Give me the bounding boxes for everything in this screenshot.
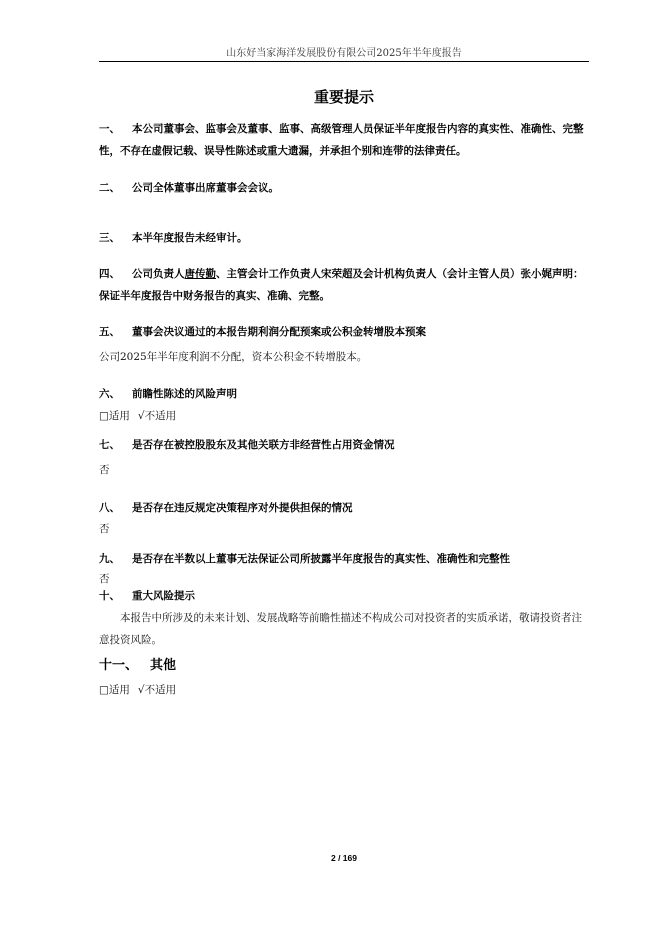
section-11-options [99, 679, 589, 701]
section-9-number: 九、 [99, 553, 120, 565]
section-2-number: 二、 [99, 182, 120, 194]
section-8 [99, 497, 589, 519]
section-10 [99, 585, 589, 607]
section-6-option-applicable: □适用 [99, 410, 130, 422]
section-6-text: 前瞻性陈述的风险声明 [132, 388, 237, 400]
section-10-number: 十、 [99, 590, 120, 602]
section-1-number: 一、 [99, 123, 120, 135]
section-3-number: 三、 [99, 232, 120, 244]
section-8-body: 否 [99, 523, 110, 535]
section-5-number: 五、 [99, 326, 120, 338]
section-4-number: 四、 [99, 268, 120, 280]
section-11-option-not-applicable: √不适用 [137, 684, 177, 696]
section-4-text-post: 、主管会计工作负责人宋荣超及会计机构负责人（会计主管人员）张小娓声明：保证半年度报告中财务报告的真实、准确、完整。 [99, 268, 584, 302]
section-6 [99, 383, 589, 405]
section-9 [99, 548, 589, 570]
section-1 [99, 118, 589, 162]
section-10-body: 本报告中所涉及的未来计划、发展战略等前瞻性描述不构成公司对投资者的实质承诺，敬请投资者注意投资风险。 [99, 612, 582, 646]
section-4-responsible-person: 唐传勤 [184, 268, 216, 280]
page-number: 2 / 169 [331, 853, 357, 863]
running-header: 山东好当家海洋发展股份有限公司2025年半年度报告 [226, 48, 462, 59]
section-7-number: 七、 [99, 439, 120, 451]
section-7-text: 是否存在被控股股东及其他关联方非经营性占用资金情况 [132, 439, 395, 451]
section-5 [99, 321, 589, 343]
section-5-text: 董事会决议通过的本报告期利润分配预案或公积金转增股本预案 [132, 326, 426, 338]
section-5-body: 公司2025年半年度利润不分配，资本公积金不转增股本。 [99, 351, 368, 363]
section-4-text-pre: 公司负责人 [132, 268, 185, 280]
section-4 [99, 263, 589, 307]
section-3 [99, 227, 589, 249]
section-1-text: 本公司董事会、监事会及董事、监事、高级管理人员保证半年度报告内容的真实性、准确性、完整性，不存在虚假记载、误导性陈述或重大遗漏，并承担个别和连带的法律责任。 [99, 123, 584, 157]
section-9-body: 否 [99, 573, 110, 585]
page-title: 重要提示 [313, 88, 374, 106]
section-8-text: 是否存在违反规定决策程序对外提供担保的情况 [132, 502, 353, 514]
section-11-number: 十一、 [99, 658, 139, 673]
section-7-body: 否 [99, 464, 110, 476]
section-2 [99, 177, 589, 199]
section-11-text: 其他 [150, 658, 177, 673]
section-2-text: 公司全体董事出席董事会会议。 [132, 182, 279, 194]
header-divider [99, 61, 589, 62]
section-8-number: 八、 [99, 502, 120, 514]
section-9-text: 是否存在半数以上董事无法保证公司所披露半年度报告的真实性、准确性和完整性 [132, 553, 510, 565]
section-11-option-applicable: □适用 [99, 684, 130, 696]
section-6-number: 六、 [99, 388, 120, 400]
section-10-text: 重大风险提示 [132, 590, 195, 602]
section-3-text: 本半年度报告未经审计。 [132, 232, 248, 244]
section-7 [99, 434, 589, 456]
section-11 [99, 655, 589, 677]
section-6-options [99, 405, 589, 427]
section-6-option-not-applicable: √不适用 [137, 410, 177, 422]
